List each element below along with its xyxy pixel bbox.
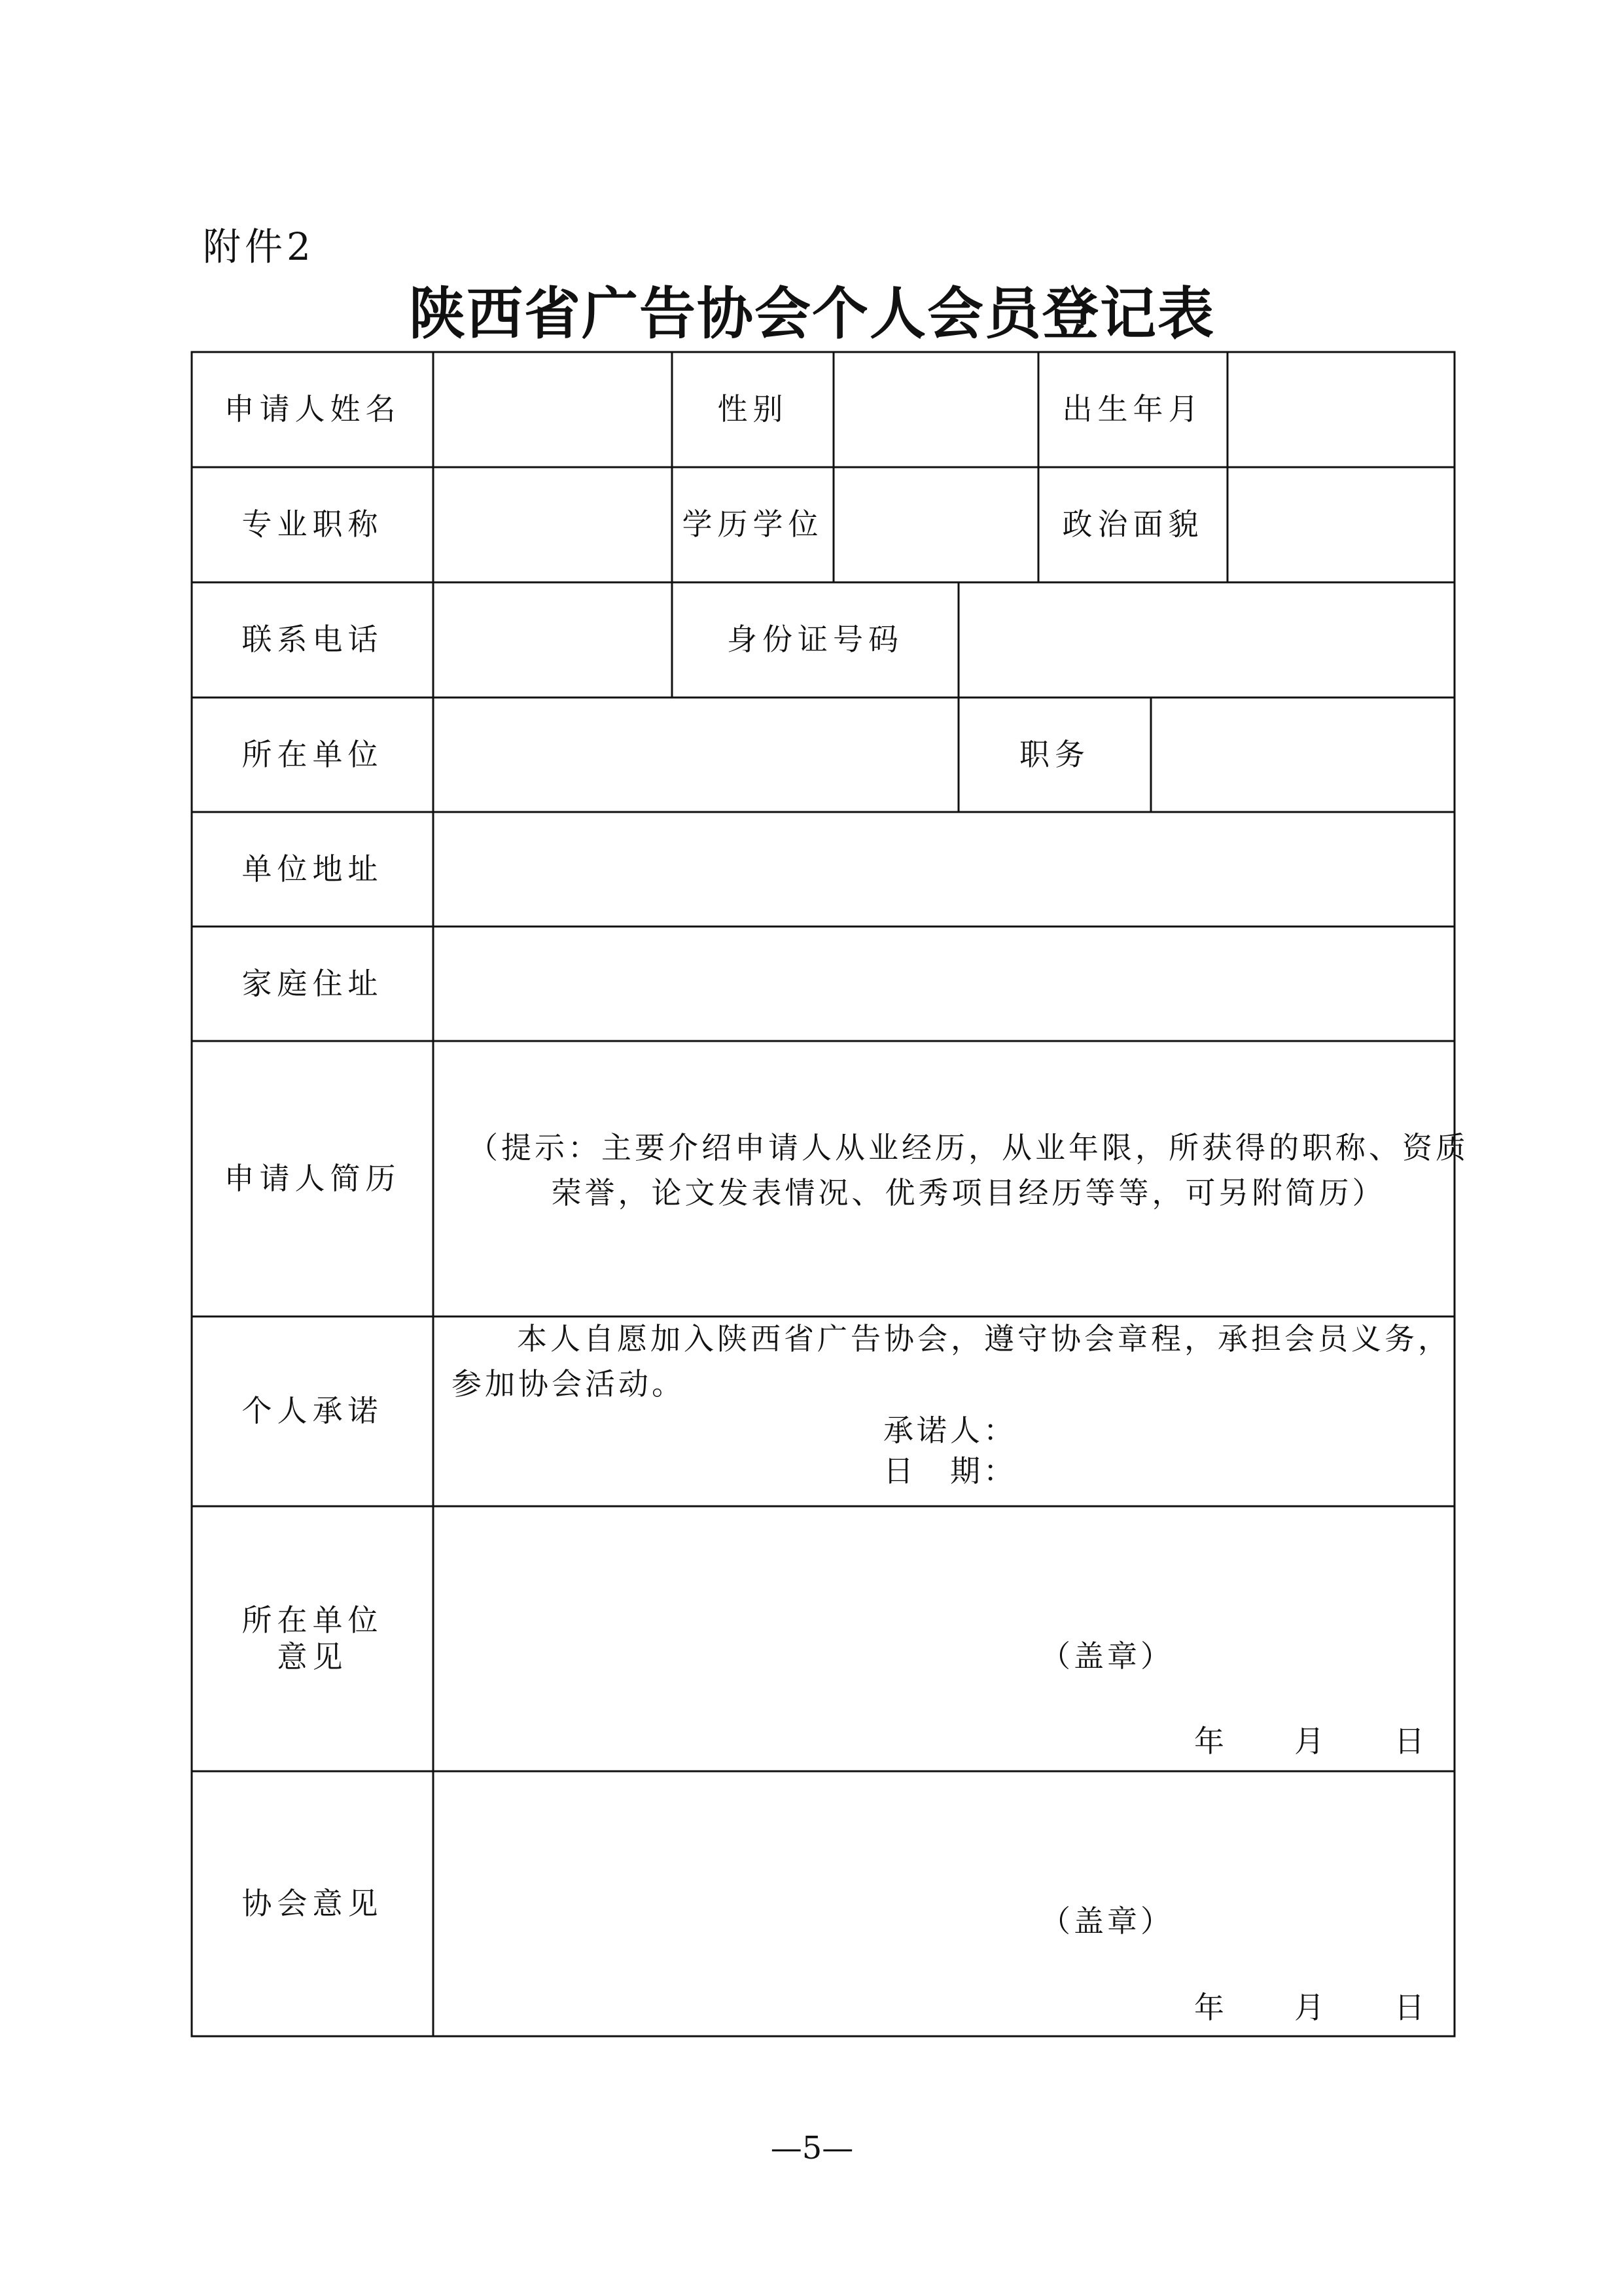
- label-resume: 申请人简历: [224, 1160, 401, 1196]
- pledge-text: 本人自愿加入陕西省广告协会，遵守协会章程，承担会员义务，参加协会活动。: [451, 1321, 1451, 1402]
- label-employer: 所在单位: [241, 736, 383, 772]
- association-date-line: 年 月 日: [1194, 1990, 1428, 2025]
- pledge-date: 日 期：: [883, 1453, 1017, 1489]
- label-birth-date: 出生年月: [1062, 391, 1204, 427]
- label-gender: 性别: [717, 391, 788, 427]
- label-position: 职务: [1019, 736, 1090, 772]
- pledge-signer: 承诺人：: [883, 1413, 1017, 1448]
- employer-date-line: 年 月 日: [1194, 1723, 1428, 1759]
- employer-seal: （盖章）: [1040, 1638, 1174, 1674]
- label-pledge: 个人承诺: [241, 1393, 383, 1429]
- page-number: —5—: [770, 2130, 854, 2166]
- attachment-label: 附件2: [203, 224, 315, 269]
- label-phone: 联系电话: [241, 622, 383, 658]
- label-id-number: 身份证号码: [727, 622, 904, 658]
- label-association-opinion: 协会意见: [241, 1885, 383, 1921]
- label-education: 学历学位: [682, 506, 824, 542]
- label-home-address: 家庭住址: [241, 965, 383, 1001]
- label-political-status: 政治面貌: [1062, 506, 1204, 542]
- page-title: 陕西省广告协会个人会员登记表: [409, 281, 1215, 347]
- label-applicant-name: 申请人姓名: [224, 391, 401, 427]
- resume-hint: （提示：主要介绍申请人从业经历，从业年限，所获得的职称、资质荣誉，论文发表情况、优秀项目经历等等，可另附简历）: [468, 1130, 1469, 1210]
- label-professional-title: 专业职称: [241, 506, 383, 542]
- label-employer-address: 单位地址: [241, 851, 383, 887]
- label-employer-opinion: 所在单位 意见: [241, 1602, 383, 1674]
- association-seal: （盖章）: [1040, 1903, 1174, 1939]
